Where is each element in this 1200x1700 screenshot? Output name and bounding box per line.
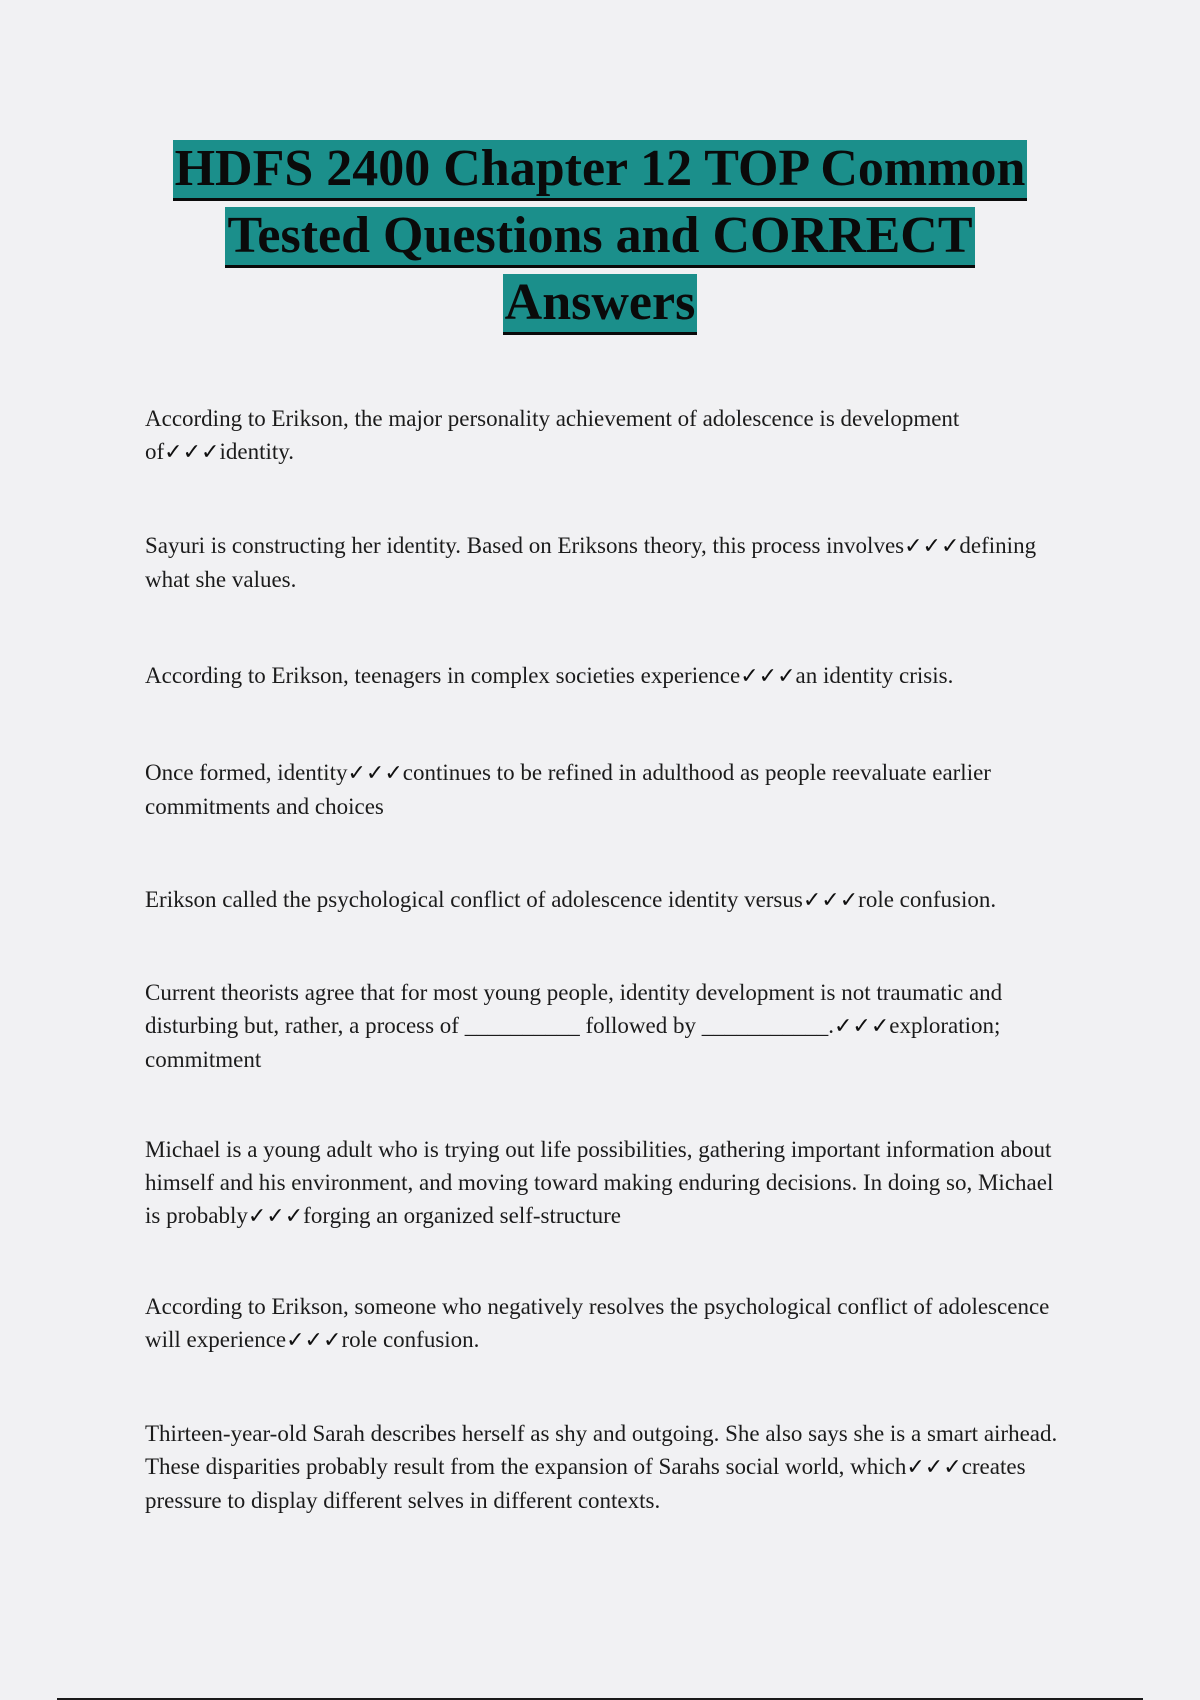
- qa-item-9: [145, 1417, 1060, 1517]
- answer-text: role confusion.: [341, 1327, 480, 1352]
- question-text: Michael is a young adult who is trying out life possibilities, gathering important information about himself and his environment, and moving toward making enduring decisions. In doing so, Michael is probably: [145, 1137, 1054, 1228]
- qa-item-1: [145, 402, 1060, 469]
- check-icon: ✓✓✓: [802, 888, 859, 913]
- answer-text: defining what she values.: [145, 533, 1037, 592]
- check-icon: ✓✓✓: [164, 440, 220, 465]
- check-icon: ✓✓✓: [904, 534, 960, 559]
- answer-text: continues to be refined in adulthood as people reevaluate earlier commitments and choices: [145, 760, 991, 819]
- qa-item-2: [145, 529, 1060, 596]
- answer-text: identity.: [219, 439, 295, 464]
- answer-text: role confusion.: [858, 887, 997, 912]
- check-icon: ✓✓✓: [833, 1014, 890, 1039]
- check-icon: ✓✓✓: [740, 664, 796, 689]
- question-text: Current theorists agree that for most young people, identity development is not traumatic and disturbing but, rather, a process of __________ followed by ___________.: [145, 980, 1003, 1038]
- check-icon: ✓✓✓: [286, 1328, 342, 1353]
- qa-item-6: [145, 976, 1060, 1076]
- answer-text: an identity crisis.: [795, 663, 954, 688]
- qa-item-7: [145, 1133, 1060, 1233]
- question-text: Erikson called the psychological conflict of adolescence identity versus: [145, 887, 803, 912]
- answer-text: exploration; commitment: [145, 1013, 1001, 1072]
- qa-item-8: [145, 1290, 1060, 1357]
- question-text: According to Erikson, someone who negatively resolves the psychological conflict of adolescence will experience: [145, 1294, 1050, 1352]
- question-text: Once formed, identity: [145, 760, 348, 785]
- question-text: Thirteen-year-old Sarah describes herself as shy and outgoing. She also says she is a smart airhead. These disparities probably result from the expansion of Sarahs social world, which: [145, 1421, 1058, 1479]
- answer-text: forging an organized self-structure: [303, 1203, 622, 1228]
- check-icon: ✓✓✓: [247, 1204, 304, 1229]
- answer-text: creates pressure to display different selves in different contexts.: [145, 1454, 1026, 1513]
- check-icon: ✓✓✓: [906, 1455, 962, 1480]
- title-line-2: Tested Questions and CORRECT: [225, 207, 974, 268]
- title-line-1: HDFS 2400 Chapter 12 TOP Common: [173, 140, 1028, 201]
- title-line-3: Answers: [503, 274, 698, 335]
- question-text: Sayuri is constructing her identity. Based on Eriksons theory, this process involves: [145, 533, 905, 558]
- qa-item-5: [145, 883, 1060, 917]
- question-text: According to Erikson, the major personality achievement of adolescence is development of: [145, 406, 960, 464]
- question-text: According to Erikson, teenagers in complex societies experience: [145, 663, 741, 688]
- check-icon: ✓✓✓: [347, 761, 403, 786]
- qa-list: [145, 0, 1060, 1700]
- qa-item-3: [145, 659, 1060, 693]
- qa-item-4: [145, 756, 1060, 823]
